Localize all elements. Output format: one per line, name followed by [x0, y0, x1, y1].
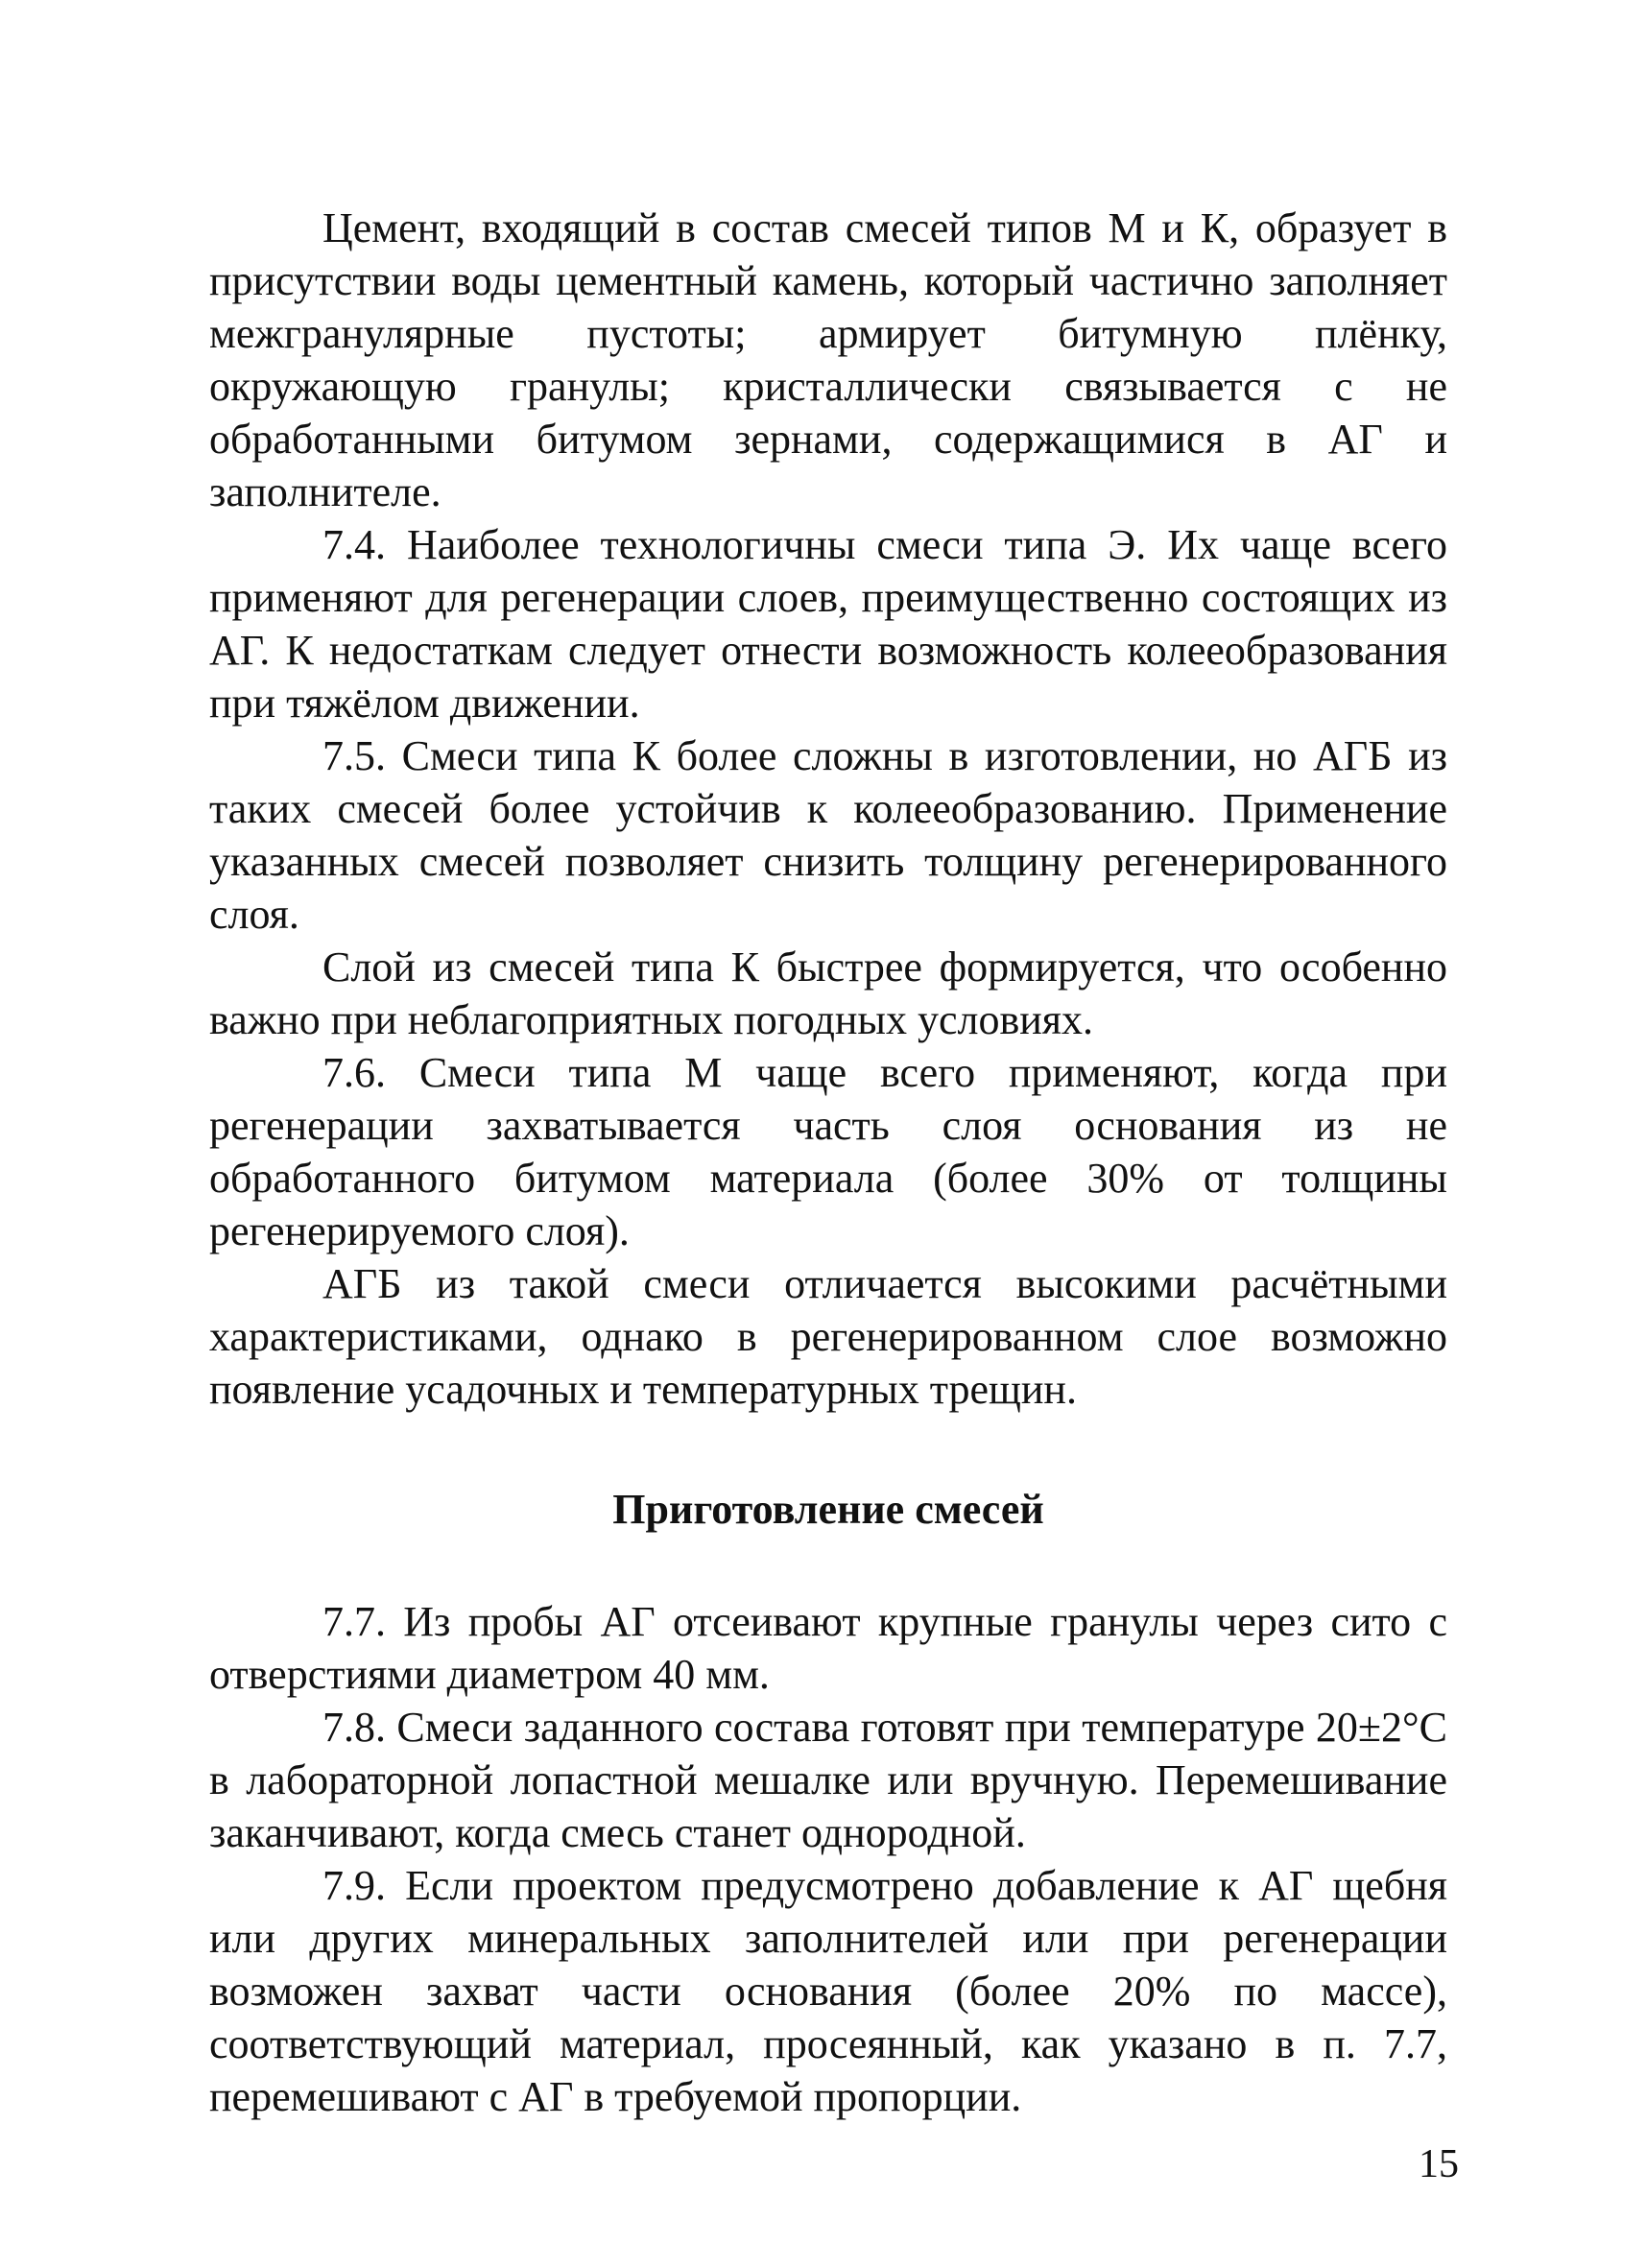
section-heading: Приготовление смесей: [612, 1486, 1044, 1533]
paragraph-layer-k: Слой из смесей типа К быстрее формируется, что особенно важно при неблагоприятных погодных условиях.: [209, 943, 1447, 1043]
paragraph-cement: Цемент, входящий в состав смесей типов М и К, образует в присутствии воды цементный камень, который частично заполняет межгранулярные пустоты; армирует битумную плёнку, окружающую гранулы; кристаллически связывается с не обработанными битумом зернами, содержащимися в АГ и заполнителе.: [209, 204, 1447, 515]
page-number: 15: [1419, 2142, 1459, 2186]
paragraph-agb-m: АГБ из такой смеси отличается высокими расчётными характеристиками, однако в регенерированном слое возможно появление усадочных и температурных трещин.: [209, 1260, 1447, 1413]
paragraph-7-8: 7.8. Смеси заданного состава готовят при температуре 20±2°С в лабораторной лопастной мешалке или вручную. Перемешивание заканчивают, когда смесь станет однородной.: [209, 1704, 1447, 1856]
body-text: [209, 202, 1447, 2123]
paragraph-7-9: 7.9. Если проектом предусмотрено добавление к АГ щебня или других минеральных заполнителей или при регенерации возможен захват части основания (более 20% по массе), соответствующий материал, просеянный, как указано в п. 7.7, перемешивают с АГ в требуемой пропорции.: [209, 1862, 1447, 2120]
paragraph-7-5: 7.5. Смеси типа К более сложны в изготовлении, но АГБ из таких смесей более устойчив к колееобразованию. Применение указанных смесей позволяет снизить толщину регенерированного слоя.: [209, 732, 1447, 938]
paragraph-7-4: 7.4. Наиболее технологичны смеси типа Э. Их чаще всего применяют для регенерации слоев, преимущественно состоящих из АГ. К недостаткам следует отнести возможность колееобразования при тяжёлом движении.: [209, 521, 1447, 727]
paragraph-7-7: 7.7. Из пробы АГ отсеивают крупные гранулы через сито с отверстиями диаметром 40 мм.: [209, 1598, 1447, 1698]
paragraph-7-6: 7.6. Смеси типа М чаще всего применяют, когда при регенерации захватывается часть слоя основания из не обработанного битумом материала (более 30% от толщины регенерируемого слоя).: [209, 1049, 1447, 1254]
